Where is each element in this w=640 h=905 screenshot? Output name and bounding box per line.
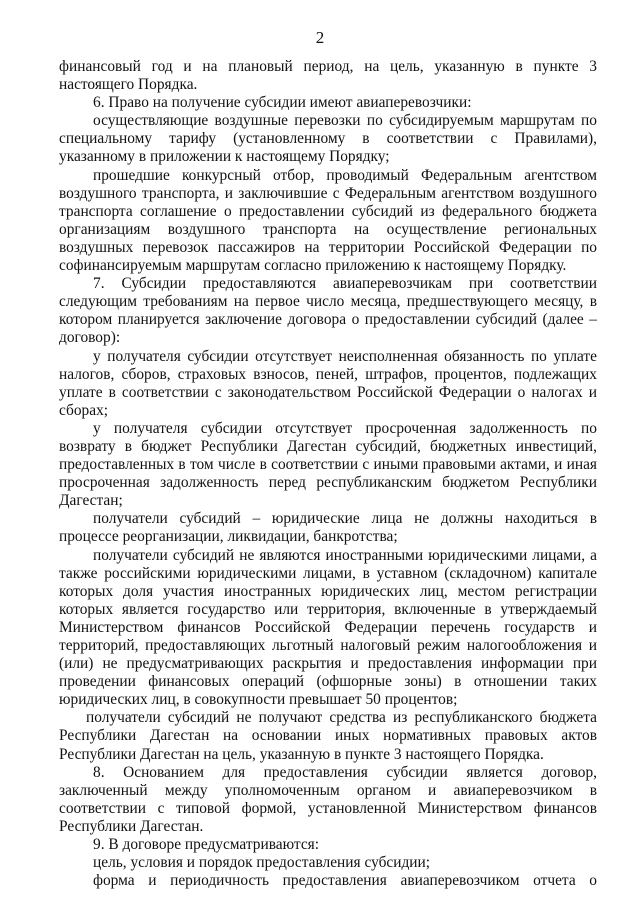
paragraph-contract-report-form: форма и периодичность предоставления авиаперевозчиком отчета о [93, 872, 597, 890]
paragraph-requirement-other-funds: получатели субсидий не получают средства из республиканского бюджета Республики Дагестан на основании иных нормативных правовых актов Республики Дагестан на цель, указанную в пункте 3 настоящего Порядка. [59, 709, 597, 763]
paragraph-item-8: 8. Основанием для предоставления субсидии является договор, заключенный между уполномоченным органом и авиаперевозчиком в соответствии с типовой формой, установленной Министерством финансов Республики Дагестан. [59, 763, 597, 835]
paragraph-continuation: финансовый год и на плановый период, на цель, указанную в пункте 3 настоящего Порядка. [59, 58, 597, 94]
paragraph-item-7: 7. Субсидии предоставляются авиаперевозчикам при соответствии следующим требованиям на первое число месяца, предшествующего месяцу, в котором планируется заключение договора о предоставлении субсидий (далее – договор): [59, 275, 597, 347]
paragraph-condition-competitive-selection: прошедшие конкурсный отбор, проводимый Федеральным агентством воздушного транспорта, и заключившие с Федеральным агентством воздушного транспорта соглашение о предоставлении субсидий из федерального бюджета организациям воздушного транспорта на осуществление региональных воздушных перевозок пассажиров на территории Российской Федерации по софинансируемым маршрутам согласно приложению к настоящему Порядку. [59, 166, 597, 275]
document-body [59, 58, 597, 890]
paragraph-requirement-reorganization: получатели субсидий – юридические лица не должны находиться в процессе реорганизации, ликвидации, банкротства; [59, 510, 597, 546]
paragraph-requirement-foreign-entities: получатели субсидий не являются иностранными юридическими лицами, а также российскими юридическими лицами, в уставном (складочном) капитале которых доля участия иностранных юридических лиц, местом регистрации которых является государство или территория, включенные в утверждаемый Министерством финансов Российской Федерации перечень государств и территорий, предоставляющих льготный налоговый режим налогообложения и (или) не предусматривающих раскрытия и предоставления информации при проведении финансовых операций (офшорные зоны) в отношении таких юридических лиц, в совокупности превышает 50 процентов; [59, 546, 597, 709]
page-number: 2 [315, 28, 325, 47]
paragraph-requirement-debt: у получателя субсидии отсутствует просроченная задолженность по возврату в бюджет Республики Дагестан субсидий, бюджетных инвестиций, предоставленных в том числе в соответствии с иными правовыми актами, и иная просроченная задолженность перед республиканским бюджетом Республики Дагестан; [59, 419, 597, 510]
paragraph-condition-special-tariff: осуществляющие воздушные перевозки по субсидируемым маршрутам по специальному тарифу (установленному в соответствии с Правилами), указанному в приложении к настоящему Порядку; [59, 112, 597, 166]
paragraph-item-6: 6. Право на получение субсидии имеют авиаперевозчики: [93, 94, 472, 112]
paragraph-requirement-taxes: у получателя субсидии отсутствует неисполненная обязанность по уплате налогов, сборов, страховых взносов, пеней, штрафов, процентов, подлежащих уплате в соответствии с законодательством Российской Федерации о налогах и сборах; [59, 347, 597, 419]
paragraph-contract-purpose: цель, условия и порядок предоставления субсидии; [93, 854, 431, 872]
paragraph-item-9: 9. В договоре предусматриваются: [93, 836, 320, 854]
